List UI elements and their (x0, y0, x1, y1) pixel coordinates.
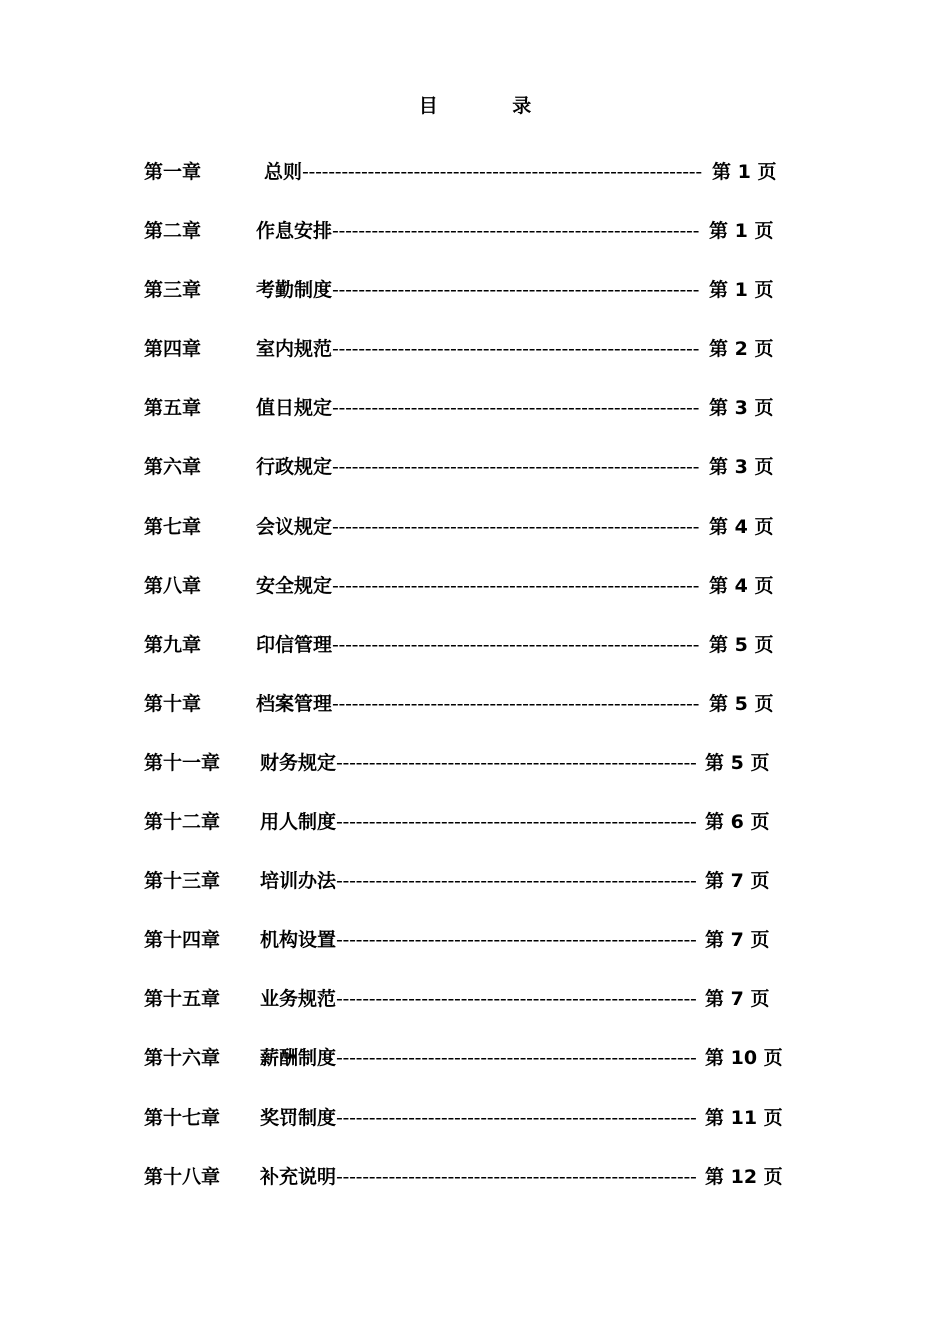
toc-chapter-title: 室内规范 (256, 338, 333, 361)
toc-chapter-title: 会议规定 (256, 515, 333, 538)
toc-dot-leader: ------------------------------------------------------- (336, 988, 697, 1011)
toc-chapter-number: 第九章 (144, 633, 202, 656)
toc-entry (144, 926, 804, 985)
toc-chapter-number: 第三章 (144, 279, 202, 302)
toc-chapter-number: 第一章 (144, 161, 202, 183)
toc-entry (144, 690, 804, 749)
toc-page-reference: 第 10 页 (705, 1047, 783, 1070)
toc-entry (144, 631, 804, 690)
toc-dot-leader: -------------------------------------------------------- (332, 220, 700, 243)
toc-chapter-title: 值日规定 (256, 397, 333, 420)
toc-entry (144, 749, 804, 808)
toc-page-reference: 第 1 页 (712, 161, 777, 183)
toc-entry (144, 985, 804, 1044)
toc-chapter-title: 补充说明 (260, 1165, 337, 1188)
toc-chapter-title: 薪酬制度 (260, 1047, 337, 1070)
toc-dot-leader: ------------------------------------------------------- (336, 1106, 697, 1129)
toc-chapter-title: 档案管理 (256, 692, 333, 715)
toc-entry (144, 394, 804, 453)
toc-dot-leader: -------------------------------------------------------- (332, 574, 700, 597)
toc-dot-leader: ------------------------------------------------------- (336, 751, 697, 774)
toc-entry (144, 1163, 804, 1222)
toc-chapter-title: 安全规定 (256, 574, 333, 597)
toc-chapter-title: 机构设置 (260, 929, 337, 952)
toc-dot-leader: ------------------------------------------------------------- (302, 161, 702, 183)
toc-chapter-number: 第七章 (144, 515, 202, 538)
toc-dot-leader: -------------------------------------------------------- (332, 338, 700, 361)
toc-chapter-number: 第五章 (144, 397, 202, 420)
toc-chapter-title: 业务规范 (260, 988, 337, 1011)
toc-dot-leader: ------------------------------------------------------- (336, 811, 697, 834)
toc-dot-leader: ------------------------------------------------------- (336, 870, 697, 893)
toc-page-reference: 第 4 页 (709, 574, 774, 597)
toc-page-reference: 第 7 页 (705, 870, 770, 893)
toc-entry (144, 1104, 804, 1163)
toc-entry (144, 867, 804, 926)
toc-chapter-number: 第八章 (144, 574, 202, 597)
toc-page-reference: 第 4 页 (709, 515, 774, 538)
toc-page-reference: 第 5 页 (705, 751, 770, 774)
toc-chapter-number: 第六章 (144, 456, 202, 479)
toc-page-reference: 第 7 页 (705, 988, 770, 1011)
toc-chapter-title: 行政规定 (256, 456, 333, 479)
toc-entry (144, 158, 804, 217)
toc-page-reference: 第 5 页 (709, 692, 774, 715)
toc-chapter-title: 财务规定 (260, 751, 337, 774)
toc-chapter-number: 第十三章 (144, 870, 221, 893)
toc-dot-leader: -------------------------------------------------------- (332, 397, 700, 420)
toc-chapter-number: 第十八章 (144, 1165, 221, 1188)
toc-chapter-number: 第四章 (144, 338, 202, 361)
toc-dot-leader: ------------------------------------------------------- (336, 1165, 697, 1188)
toc-page-reference: 第 1 页 (709, 279, 774, 302)
toc-page-reference: 第 6 页 (705, 811, 770, 834)
toc-dot-leader: -------------------------------------------------------- (332, 692, 700, 715)
toc-chapter-number: 第十五章 (144, 988, 221, 1011)
toc-page-reference: 第 3 页 (709, 456, 774, 479)
toc-chapter-number: 第十七章 (144, 1106, 221, 1129)
toc-entry (144, 335, 804, 394)
toc-entry (144, 1044, 804, 1103)
toc-entry (144, 808, 804, 867)
toc-page-reference: 第 3 页 (709, 397, 774, 420)
toc-page-reference: 第 7 页 (705, 929, 770, 952)
toc-dot-leader: ------------------------------------------------------- (336, 1047, 697, 1070)
toc-dot-leader: -------------------------------------------------------- (332, 456, 700, 479)
toc-chapter-title: 作息安排 (256, 220, 333, 243)
toc-chapter-title: 培训办法 (260, 870, 337, 893)
toc-chapter-title: 印信管理 (256, 633, 333, 656)
toc-list (144, 158, 804, 1222)
toc-chapter-title: 用人制度 (260, 811, 337, 834)
toc-dot-leader: -------------------------------------------------------- (332, 633, 700, 656)
toc-entry (144, 453, 804, 512)
toc-entry (144, 276, 804, 335)
toc-chapter-number: 第二章 (144, 220, 202, 243)
toc-entry (144, 217, 804, 276)
toc-chapter-number: 第十一章 (144, 751, 221, 774)
toc-dot-leader: -------------------------------------------------------- (332, 515, 700, 538)
toc-entry (144, 572, 804, 631)
toc-page-reference: 第 2 页 (709, 338, 774, 361)
toc-dot-leader: -------------------------------------------------------- (332, 279, 700, 302)
toc-chapter-number: 第十二章 (144, 811, 221, 834)
toc-entry (144, 513, 804, 572)
toc-page-reference: 第 11 页 (705, 1106, 783, 1129)
toc-dot-leader: ------------------------------------------------------- (336, 929, 697, 952)
toc-chapter-number: 第十章 (144, 692, 202, 715)
toc-chapter-title: 总则 (264, 161, 303, 183)
toc-page-reference: 第 12 页 (705, 1165, 783, 1188)
toc-chapter-title: 考勤制度 (256, 279, 333, 302)
toc-page-reference: 第 5 页 (709, 633, 774, 656)
toc-chapter-number: 第十四章 (144, 929, 221, 952)
toc-page-reference: 第 1 页 (709, 220, 774, 243)
toc-title: 目 录 (418, 95, 566, 117)
toc-chapter-title: 奖罚制度 (260, 1106, 337, 1129)
toc-chapter-number: 第十六章 (144, 1047, 221, 1070)
